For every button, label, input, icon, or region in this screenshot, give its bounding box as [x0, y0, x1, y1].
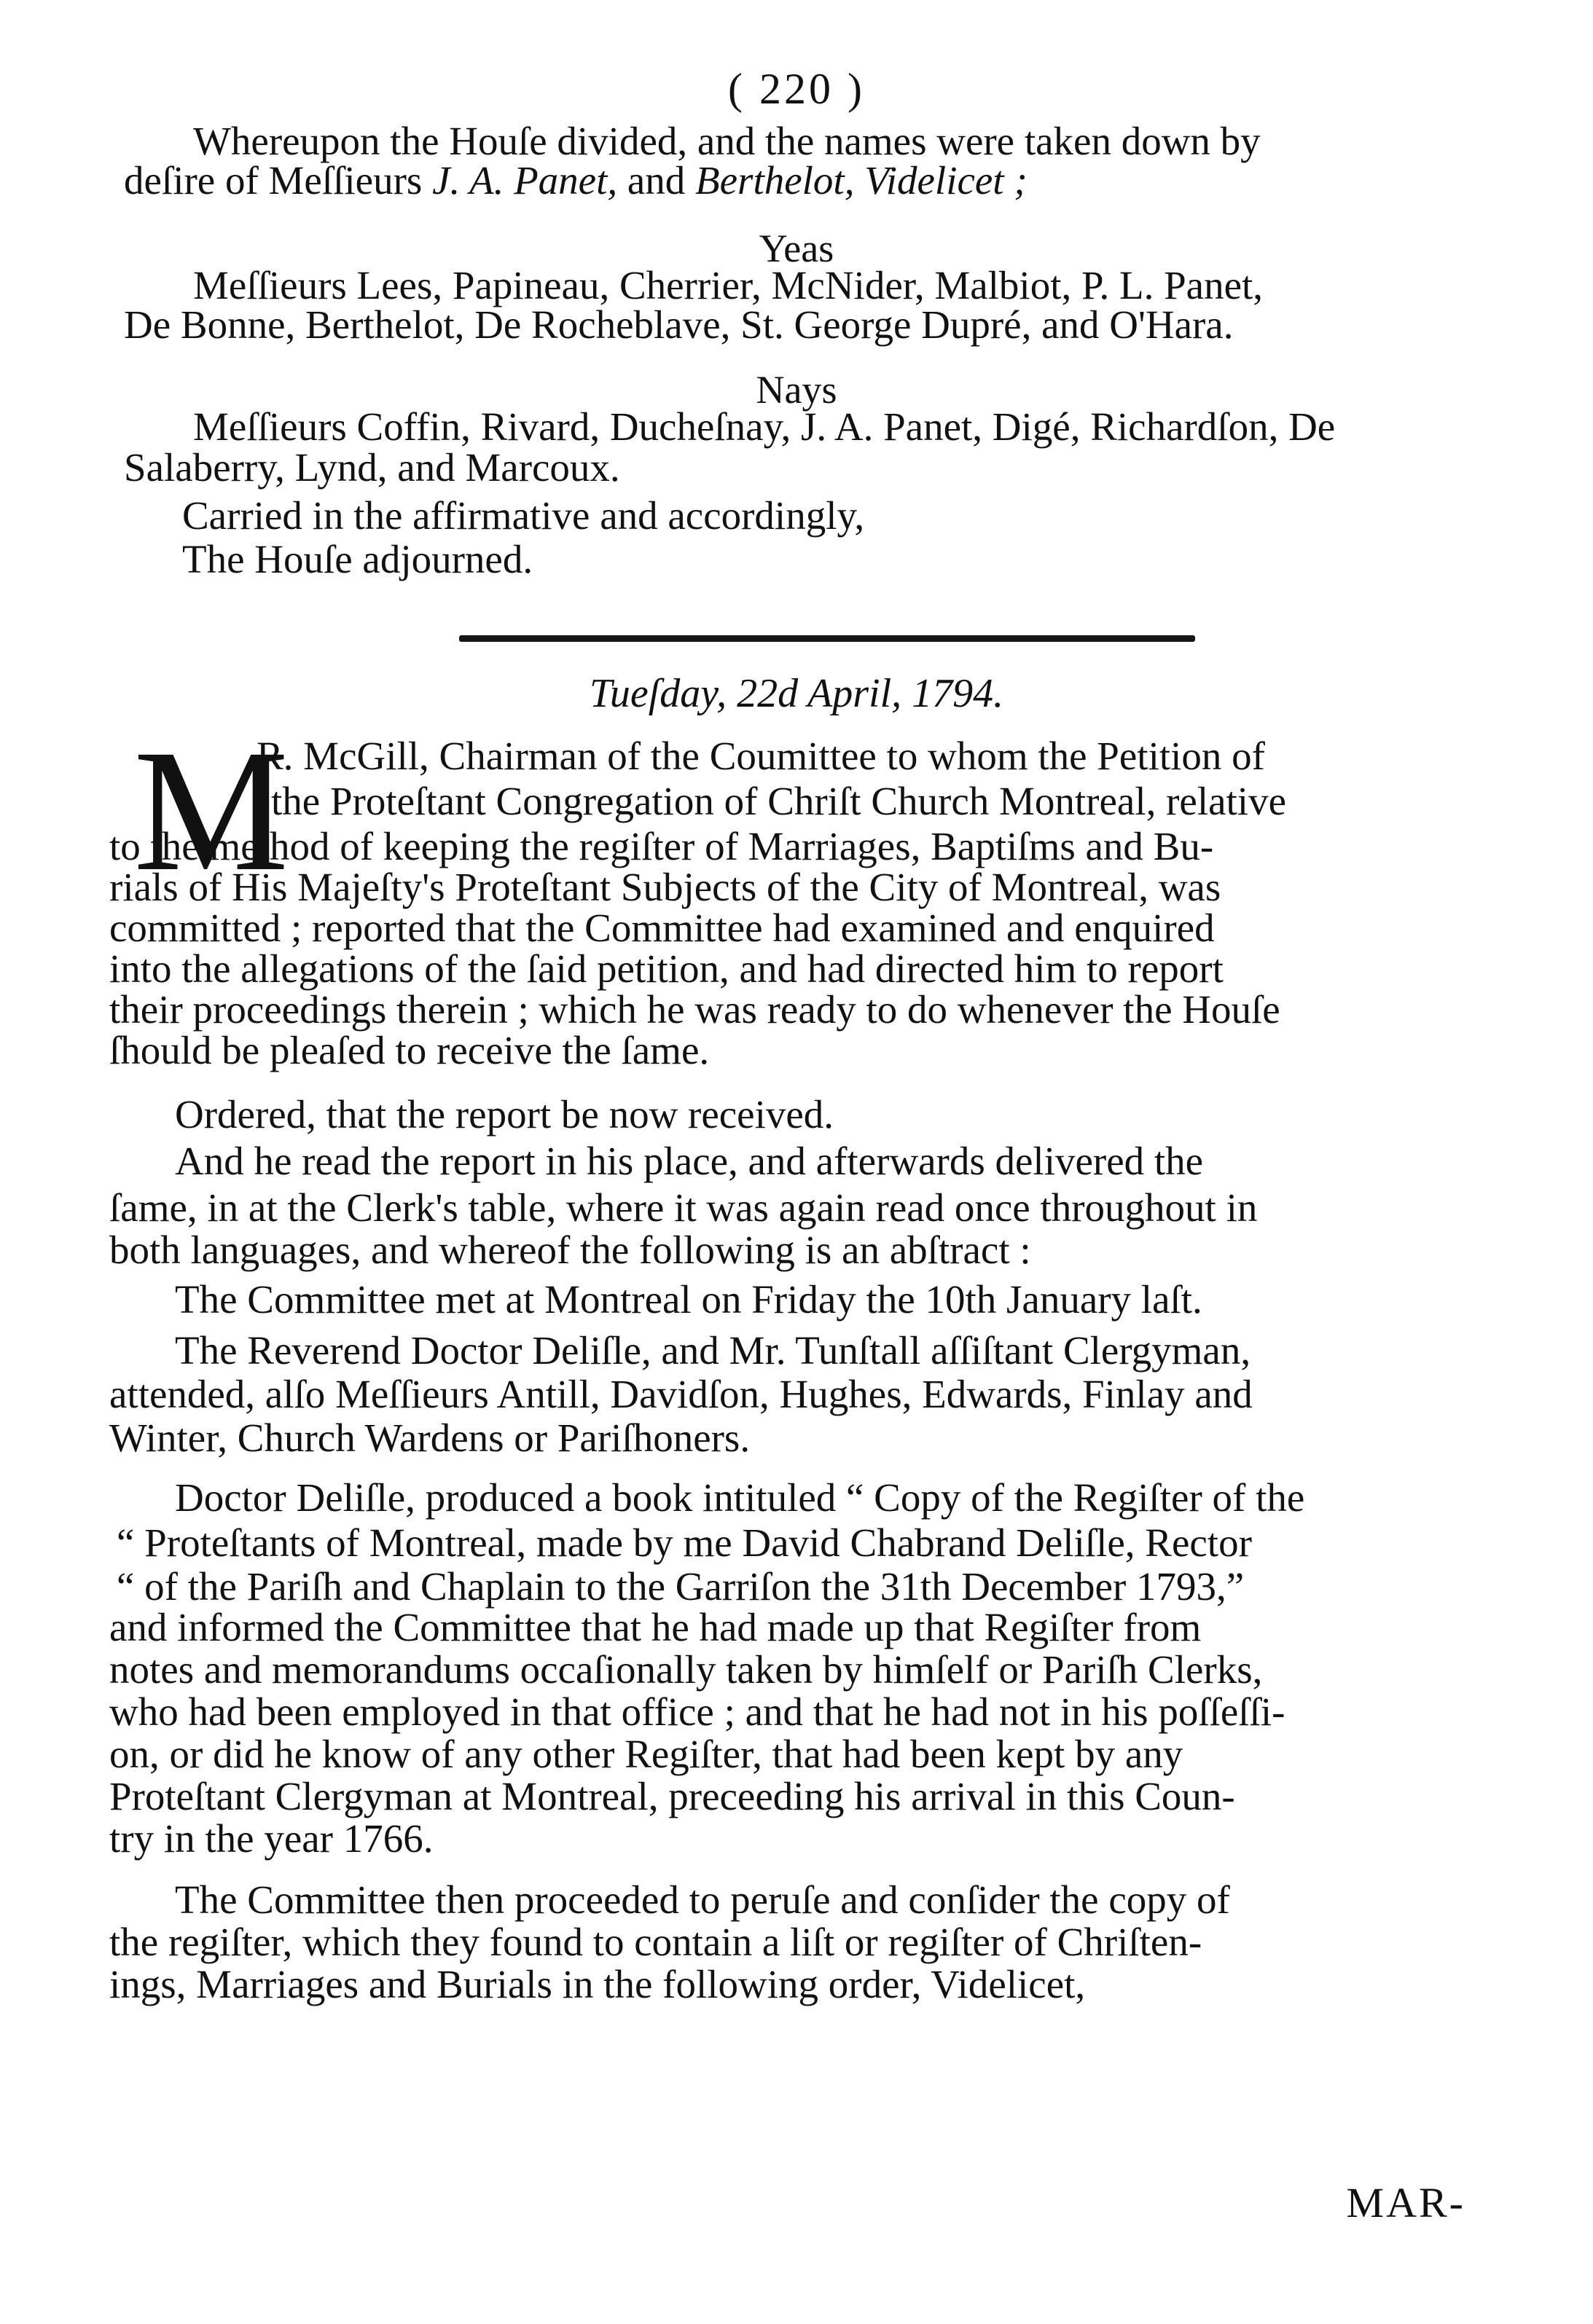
- nays-heading: Nays: [756, 368, 837, 412]
- body-line: try in the year 1766.: [109, 1816, 434, 1861]
- nays-line-1: Meſſieurs Coffin, Rivard, Ducheſnay, J. A. Panet, Digé, Richardſon, De: [193, 404, 1336, 449]
- body-line: rials of His Majeſty's Proteſtant Subjects of the City of Montreal, was: [109, 865, 1221, 909]
- body-line: attended, alſo Meſſieurs Antill, Davidſon, Hughes, Edwards, Finlay and: [109, 1372, 1253, 1416]
- nays-line-2: Salaberry, Lynd, and Marcoux.: [124, 445, 620, 490]
- carried-line: Carried in the affirmative and accordingly,: [182, 493, 865, 538]
- body-line: the regiſter, which they found to contain a liſt or regiſter of Chriſten-: [109, 1920, 1202, 1964]
- body-line: and informed the Committee that he had made up that Regiſter from: [109, 1605, 1202, 1649]
- catchword: MAR-: [1346, 2179, 1465, 2226]
- yeas-heading: Yeas: [759, 227, 834, 270]
- body-line: who had been employed in that office ; and that he had not in his poſſeſſi-: [109, 1689, 1285, 1734]
- date-heading: Tueſday, 22d April, 1794.: [589, 671, 1004, 716]
- page-number: ( 220 ): [728, 65, 865, 113]
- body-line: ſhould be pleaſed to receive the ſame.: [109, 1028, 710, 1072]
- body-line: to the method of keeping the regiſter of Marriages, Baptiſms and Bu-: [109, 824, 1214, 868]
- body-line: “ of the Pariſh and Chaplain to the Garriſon the 31th December 1793,”: [117, 1564, 1245, 1609]
- body-line: both languages, and whereof the following is an abſtract :: [109, 1228, 1031, 1272]
- section-rule: [459, 635, 1195, 642]
- intro-and: and: [617, 158, 696, 203]
- member-name: J. A. Panet,: [432, 158, 618, 203]
- division-intro-line-1: Whereupon the Houſe divided, and the names were taken down by: [193, 119, 1261, 163]
- body-line: R. McGill, Chairman of the Coumittee to whom the Petition of: [257, 734, 1265, 778]
- body-line: Ordered, that the report be now received.: [175, 1092, 834, 1137]
- body-line: committed ; reported that the Committee had examined and enquired: [109, 906, 1215, 950]
- body-line: ings, Marriages and Burials in the following order, Videlicet,: [109, 1962, 1086, 2006]
- adjourned-line: The Houſe adjourned.: [182, 537, 533, 581]
- yeas-line-1: Meſſieurs Lees, Papineau, Cherrier, McNider, Malbiot, P. L. Panet,: [193, 263, 1264, 307]
- body-line: the Proteſtant Congregation of Chriſt Church Montreal, relative: [271, 779, 1286, 823]
- body-line: Proteſtant Clergyman at Montreal, preceeding his arrival in this Coun-: [109, 1774, 1235, 1818]
- yeas-line-2: De Bonne, Berthelot, De Rocheblave, St. George Dupré, and O'Hara.: [124, 302, 1234, 347]
- body-line: into the allegations of the ſaid petition, and had directed him to report: [109, 946, 1224, 991]
- body-line: Winter, Church Wardens or Pariſhoners.: [109, 1416, 751, 1460]
- intro-text: deſire of Meſſieurs: [124, 158, 433, 203]
- division-intro-line-2: [124, 158, 1028, 203]
- member-name-videlicet: Berthelot, Videlicet ;: [695, 158, 1028, 203]
- body-line: on, or did he know of any other Regiſter, that had been kept by any: [109, 1732, 1183, 1776]
- drop-cap: M: [133, 713, 289, 907]
- body-line: notes and memorandums occaſionally taken by himſelf or Pariſh Clerks,: [109, 1647, 1263, 1692]
- body-line: The Committee then proceeded to peruſe and conſider the copy of: [175, 1877, 1230, 1922]
- body-line: The Reverend Doctor Deliſle, and Mr. Tunſtall aſſiſtant Clergyman,: [175, 1328, 1251, 1373]
- body-line: their proceedings therein ; which he was ready to do whenever the Houſe: [109, 987, 1280, 1032]
- body-line: ſame, in at the Clerk's table, where it was again read once throughout in: [109, 1185, 1258, 1230]
- body-line: The Committee met at Montreal on Friday the 10th January laſt.: [175, 1277, 1202, 1322]
- body-line: “ Proteſtants of Montreal, made by me David Chabrand Deliſle, Rector: [117, 1520, 1252, 1565]
- body-line: Doctor Deliſle, produced a book intituled “ Copy of the Regiſter of the: [175, 1475, 1305, 1520]
- body-line: And he read the report in his place, and afterwards delivered the: [175, 1139, 1204, 1183]
